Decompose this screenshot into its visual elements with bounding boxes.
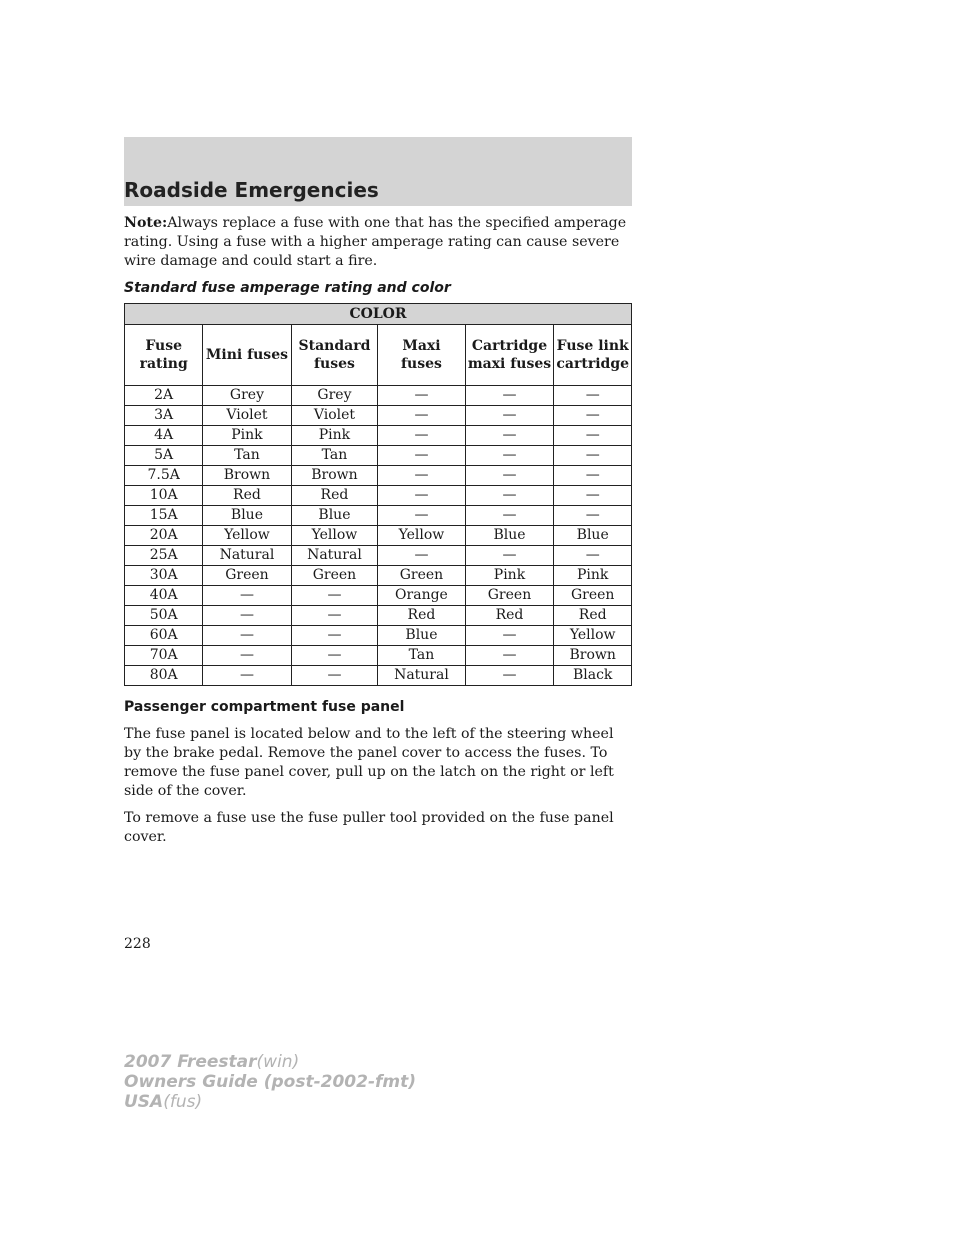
table-cell: — xyxy=(378,506,465,526)
table-cell: — xyxy=(465,386,554,406)
table-cell: — xyxy=(203,626,291,646)
table-cell: — xyxy=(465,426,554,446)
table-row xyxy=(125,446,632,466)
table-row xyxy=(125,586,632,606)
table-cell: Orange xyxy=(378,586,465,606)
table-cell: — xyxy=(554,386,632,406)
table-cell: 3A xyxy=(125,406,203,426)
table-cell: Tan xyxy=(203,446,291,466)
table-cell: Red xyxy=(378,606,465,626)
table-body xyxy=(125,386,632,686)
table-cell: — xyxy=(378,446,465,466)
footer-market: USA xyxy=(124,1092,164,1112)
table-cell: — xyxy=(465,646,554,666)
table-cell: 7.5A xyxy=(125,466,203,486)
table-cell: Grey xyxy=(291,386,378,406)
table-cell: Brown xyxy=(203,466,291,486)
table-cell: Violet xyxy=(203,406,291,426)
table-cell: — xyxy=(378,406,465,426)
table-cell: — xyxy=(554,546,632,566)
table-cell: Blue xyxy=(203,506,291,526)
table-cell: — xyxy=(378,426,465,446)
table-row xyxy=(125,546,632,566)
table-cell: — xyxy=(203,646,291,666)
table-cell: Yellow xyxy=(554,626,632,646)
table-cell: — xyxy=(291,626,378,646)
table-row xyxy=(125,606,632,626)
column-header: Standard fuses xyxy=(291,325,378,386)
table-cell: — xyxy=(465,546,554,566)
passenger-paragraph-2: To remove a fuse use the fuse puller tool provided on the fuse panel cover. xyxy=(124,810,614,845)
table-cell: 60A xyxy=(125,626,203,646)
table-cell: 10A xyxy=(125,486,203,506)
table-row xyxy=(125,486,632,506)
table-cell: Green xyxy=(554,586,632,606)
footer-market-code: (fus) xyxy=(163,1092,203,1112)
page-content xyxy=(124,214,632,855)
table-cell: — xyxy=(291,666,378,686)
table-cell: Brown xyxy=(291,466,378,486)
table-row xyxy=(125,466,632,486)
table-cell: Green xyxy=(465,586,554,606)
table-cell: Violet xyxy=(291,406,378,426)
column-header: Fuse link cartridge xyxy=(554,325,632,386)
footer-line-1 xyxy=(124,1052,416,1072)
footer-model-code: (win) xyxy=(256,1052,300,1072)
table-header-row xyxy=(125,325,632,386)
page-number: 228 xyxy=(124,936,151,952)
table-cell: Red xyxy=(291,486,378,506)
table-cell: — xyxy=(554,506,632,526)
table-cell: — xyxy=(554,486,632,506)
table-cell: — xyxy=(465,486,554,506)
table-cell: Natural xyxy=(291,546,378,566)
fuse-color-table xyxy=(124,303,632,686)
table-cell: — xyxy=(378,466,465,486)
table-cell: — xyxy=(554,426,632,446)
table-cell: Red xyxy=(554,606,632,626)
passenger-paragraph-1: The fuse panel is located below and to the left of the steering wheel by the brake pedal. Remove the panel cover to access the fuses. To remove the fuse panel cover, pull up on the latch on the right or left side of the cover. xyxy=(124,726,614,799)
table-cell: Red xyxy=(203,486,291,506)
footer-model: 2007 Freestar xyxy=(124,1052,257,1072)
table-row xyxy=(125,646,632,666)
column-header: Fuse rating xyxy=(125,325,203,386)
table-group-header-row xyxy=(125,304,632,325)
table-cell: Yellow xyxy=(378,526,465,546)
table-row xyxy=(125,506,632,526)
table-cell: Pink xyxy=(291,426,378,446)
table-cell: 25A xyxy=(125,546,203,566)
table-cell: — xyxy=(554,466,632,486)
table-cell: Pink xyxy=(465,566,554,586)
table-cell: Yellow xyxy=(203,526,291,546)
table-cell: 20A xyxy=(125,526,203,546)
table-cell: Blue xyxy=(465,526,554,546)
note-label: Note: xyxy=(124,215,168,231)
table-cell: 4A xyxy=(125,426,203,446)
table-cell: — xyxy=(378,486,465,506)
table-cell: Pink xyxy=(203,426,291,446)
table-cell: 40A xyxy=(125,586,203,606)
table-cell: — xyxy=(554,446,632,466)
table-cell: Tan xyxy=(291,446,378,466)
table-cell: Blue xyxy=(378,626,465,646)
table-cell: Natural xyxy=(203,546,291,566)
table-cell: 2A xyxy=(125,386,203,406)
column-header: Cartridge maxi fuses xyxy=(465,325,554,386)
passenger-section-heading: Passenger compartment fuse panel xyxy=(124,699,405,715)
table-title: Standard fuse amperage rating and color xyxy=(124,280,451,296)
table-cell: 5A xyxy=(125,446,203,466)
color-group-header: COLOR xyxy=(125,304,632,325)
table-cell: — xyxy=(203,606,291,626)
table-row xyxy=(125,526,632,546)
table-cell: 50A xyxy=(125,606,203,626)
table-cell: — xyxy=(465,666,554,686)
table-row xyxy=(125,566,632,586)
table-cell: Yellow xyxy=(291,526,378,546)
table-cell: Green xyxy=(291,566,378,586)
table-row xyxy=(125,626,632,646)
table-cell: — xyxy=(203,586,291,606)
table-row xyxy=(125,666,632,686)
column-header: Maxi fuses xyxy=(378,325,465,386)
table-cell: — xyxy=(291,586,378,606)
table-cell: — xyxy=(465,446,554,466)
table-cell: — xyxy=(291,606,378,626)
note-text: Always replace a fuse with one that has the specified amperage rating. Using a fuse with a higher amperage rating can cause severe wire damage and could start a fire. xyxy=(124,215,627,269)
table-cell: — xyxy=(554,406,632,426)
table-cell: — xyxy=(465,466,554,486)
table-cell: Green xyxy=(378,566,465,586)
table-cell: Red xyxy=(465,606,554,626)
table-cell: — xyxy=(465,506,554,526)
table-cell: Pink xyxy=(554,566,632,586)
table-cell: Tan xyxy=(378,646,465,666)
document-footer xyxy=(124,1052,416,1112)
table-cell: 15A xyxy=(125,506,203,526)
note-paragraph xyxy=(124,214,632,271)
table-cell: — xyxy=(465,406,554,426)
table-cell: Blue xyxy=(554,526,632,546)
table-row xyxy=(125,386,632,406)
table-cell: — xyxy=(203,666,291,686)
table-row xyxy=(125,406,632,426)
table-cell: — xyxy=(291,646,378,666)
table-cell: Grey xyxy=(203,386,291,406)
footer-line-2: Owners Guide (post-2002-fmt) xyxy=(124,1072,417,1092)
table-row xyxy=(125,426,632,446)
table-cell: 80A xyxy=(125,666,203,686)
table-cell: Black xyxy=(554,666,632,686)
column-header: Mini fuses xyxy=(203,325,291,386)
table-cell: — xyxy=(465,626,554,646)
section-title: Roadside Emergencies xyxy=(124,178,379,202)
table-cell: Blue xyxy=(291,506,378,526)
table-cell: 30A xyxy=(125,566,203,586)
table-cell: Brown xyxy=(554,646,632,666)
table-cell: — xyxy=(378,546,465,566)
footer-line-3 xyxy=(124,1092,416,1112)
table-cell: 70A xyxy=(125,646,203,666)
table-cell: Green xyxy=(203,566,291,586)
table-cell: Natural xyxy=(378,666,465,686)
table-cell: — xyxy=(378,386,465,406)
